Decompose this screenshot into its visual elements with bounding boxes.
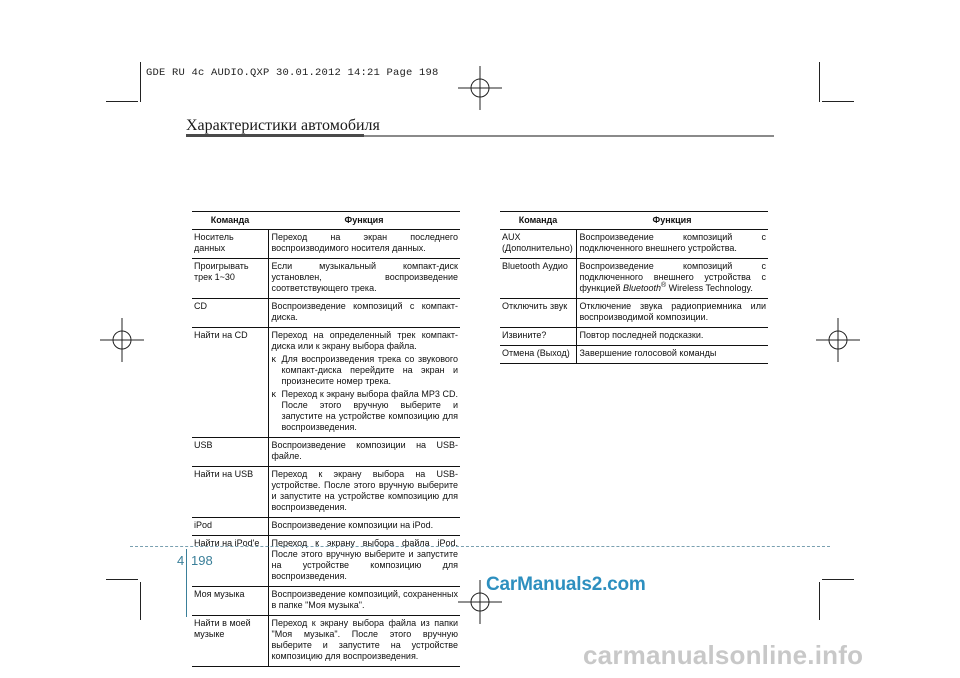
crop-mark-top-left-h xyxy=(106,101,138,102)
function-cell: Переход к экрану выбора файла из папки "Моя музыка". После этого вручную выберите и запустите на устройстве композицию для воспроизведения. xyxy=(268,616,460,667)
bluetooth-brand: Bluetooth xyxy=(622,283,661,293)
table-header-row xyxy=(192,212,460,230)
table-row xyxy=(192,438,460,467)
function-cell: Переход на экран последнего воспроизводимого носителя данных. xyxy=(268,230,460,259)
function-cell: Отключение звука радиоприемника или воспроизводимой композиции. xyxy=(576,299,768,328)
function-cell: Переход к экрану выбора файла iPod. После этого вручную выберите и запустите на устройстве композицию для воспроизведения. xyxy=(268,536,460,587)
print-header: GDE RU 4c AUDIO.QXP 30.01.2012 14:21 Page 198 xyxy=(146,67,439,79)
note xyxy=(272,389,459,433)
command-cell: iPod xyxy=(192,518,268,536)
note-bullet-icon: ĸ xyxy=(271,354,276,364)
command-cell: Моя музыка xyxy=(192,587,268,616)
table-row xyxy=(192,299,460,328)
table-row xyxy=(500,328,768,346)
function-cell: Воспроизведение композиций с подключенного внешнего устройства. xyxy=(576,230,768,259)
table-row xyxy=(192,467,460,518)
table-row xyxy=(192,587,460,616)
crop-mark-top-right-v xyxy=(819,62,820,102)
crop-mark-top-left-v xyxy=(140,62,141,102)
table-row xyxy=(500,346,768,364)
command-cell: Носитель данных xyxy=(192,230,268,259)
function-cell xyxy=(268,328,460,438)
command-cell: CD xyxy=(192,299,268,328)
crop-mark-top-right-h xyxy=(822,101,854,102)
registration-mark-left xyxy=(100,318,144,362)
voice-commands-table-left xyxy=(192,211,460,667)
command-cell: AUX (Дополнительно) xyxy=(500,230,576,259)
table-row xyxy=(192,328,460,438)
function-cell: Если музыкальный компакт-диск установлен, воспроизведение соответствующего трека. xyxy=(268,259,460,299)
voice-commands-table-right xyxy=(500,211,768,364)
registered-mark: ® xyxy=(660,282,667,289)
command-cell: Bluetooth Аудио xyxy=(500,259,576,299)
footer-rule xyxy=(130,546,830,547)
table-row xyxy=(192,230,460,259)
table-row xyxy=(192,259,460,299)
command-cell: Отмена (Выход) xyxy=(500,346,576,364)
page-number: 198 xyxy=(191,553,213,568)
table-header-row xyxy=(500,212,768,230)
crop-mark-bottom-right-h xyxy=(822,579,854,580)
crop-mark-bottom-left-v xyxy=(140,582,141,620)
section-title: Характеристики автомобиля xyxy=(186,117,380,134)
function-cell: Воспроизведение композиций, сохраненных в папке "Моя музыка". xyxy=(268,587,460,616)
note-text: Для воспроизведения трека со звукового компакт-диска перейдите на экран и произнесите номер трека. xyxy=(281,354,458,386)
command-cell: Проигрывать трек 1~30 xyxy=(192,259,268,299)
function-text: Воспроизведение композиций с подключенного внешнего устройства с функцией xyxy=(579,261,766,293)
function-text: Переход на определенный трек компакт-диска или к экрану выбора файла. xyxy=(271,330,458,351)
command-cell: Извините? xyxy=(500,328,576,346)
crop-mark-bottom-left-h xyxy=(106,579,138,580)
page-number-divider xyxy=(186,549,187,617)
crop-mark-bottom-right-v xyxy=(819,582,820,620)
command-cell: Найти на CD xyxy=(192,328,268,438)
function-cell: Завершение голосовой команды xyxy=(576,346,768,364)
table-row xyxy=(192,536,460,587)
table-row xyxy=(500,230,768,259)
note-text: Переход к экрану выбора файла MP3 CD. После этого вручную выберите и запустите на устройстве композицию для воспроизведения. xyxy=(281,389,458,432)
note-bullet-icon: ĸ xyxy=(271,389,276,399)
function-cell: Переход к экрану выбора на USB-устройстве. После этого вручную выберите и запустите на устройстве композицию для воспроизведения. xyxy=(268,467,460,518)
command-cell: Найти в моей музыке xyxy=(192,616,268,667)
command-cell: USB xyxy=(192,438,268,467)
header-function: Функция xyxy=(576,212,768,230)
function-cell: Повтор последней подсказки. xyxy=(576,328,768,346)
title-rule xyxy=(186,134,364,137)
command-cell: Найти на iPod'е xyxy=(192,536,268,587)
watermark-carmanuals2: CarManuals2.com xyxy=(486,574,646,595)
header-command: Команда xyxy=(500,212,576,230)
header-command: Команда xyxy=(192,212,268,230)
watermark-carmanualsonline: carmanualsonline.info xyxy=(583,640,864,670)
table-row xyxy=(500,259,768,299)
table-row xyxy=(192,518,460,536)
function-cell: Воспроизведение композиций с компакт-диска. xyxy=(268,299,460,328)
table-row xyxy=(500,299,768,328)
header-function: Функция xyxy=(268,212,460,230)
title-rule-extension xyxy=(364,135,774,137)
table-row xyxy=(192,616,460,667)
command-cell: Найти на USB xyxy=(192,467,268,518)
function-cell xyxy=(576,259,768,299)
function-text-end: Wireless Technology. xyxy=(666,283,753,293)
registration-mark-right xyxy=(816,318,860,362)
registration-mark-top xyxy=(458,66,502,110)
command-cell: Отключить звук xyxy=(500,299,576,328)
function-cell: Воспроизведение композиции на iPod. xyxy=(268,518,460,536)
note xyxy=(272,354,459,387)
chapter-number: 4 xyxy=(177,553,185,568)
function-cell: Воспроизведение композиции на USB-файле. xyxy=(268,438,460,467)
